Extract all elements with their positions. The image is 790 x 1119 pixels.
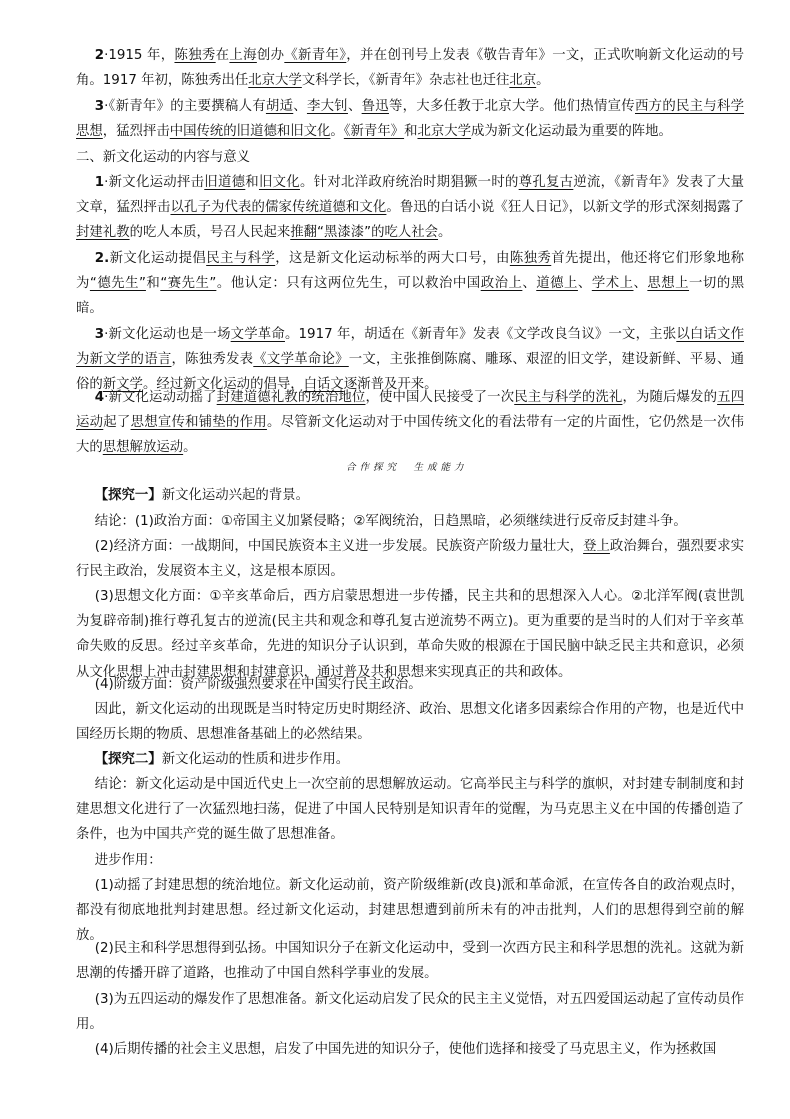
bold-text: 2.	[94, 251, 110, 266]
underlined-term: 以孔子为代表的儒家传统道德和文化	[170, 200, 387, 216]
text-run: 逆流，《新青年》发表了大量文章，猛烈抨击	[76, 175, 745, 216]
progress-2	[76, 936, 744, 986]
text-run: 和	[404, 124, 418, 140]
text-run: 一切的黑暗。	[76, 276, 745, 317]
text-run: 结论：新文化运动是中国近代史上一次空前的思想解放运动。它高举民主与科学的旗帜，对封建专制制度和封建思想文化进行了一次猛烈地扫荡，促进了中国人民特别是知识青年的觉醒，为马克思主义在中国的传播创造了条件，也为中国共产党的诞生做了思想准备。	[76, 777, 744, 843]
text-run: 首先提出，他还将它们形象地称为	[76, 251, 745, 292]
bold-text: 【探究二】	[94, 752, 162, 767]
text-run: 的吃人本质，号召人民起来	[129, 225, 291, 241]
text-run: 一文，主张推倒陈腐、雕琢、艰涩的旧文学，建设新鲜、平易、通俗的	[76, 352, 745, 393]
text-run: (1)动摇了封建思想的统治地位。新文化运动前，资产阶级维新(改良)派和革命派，在宣传各自的政治观点时，都没有彻底地批判封建思想。经过新文化运动，封建思想遭到前所未有的冲击批判，人们的思想得到空前的解放。	[76, 878, 744, 944]
text-run: 、	[522, 276, 537, 292]
paragraph-2	[76, 94, 744, 144]
text-run: (2)民主和科学思想得到弘扬。中国知识分子在新文化运动中，受到一次西方民主和科学思想的洗礼。这就为新思潮的传播开辟了道路，也推动了中国自然科学事业的发展。	[76, 941, 744, 982]
bold-text: 3	[94, 327, 105, 342]
text-run: ·1915 年，	[104, 48, 175, 63]
underlined-term: 陈独秀	[174, 48, 216, 63]
progress-4	[76, 1037, 744, 1062]
text-run: 进步作用：	[94, 853, 162, 868]
progress-3	[76, 987, 744, 1037]
text-run: 。	[536, 73, 550, 89]
underlined-term: 民主与科学	[206, 251, 276, 266]
underlined-term: 旧道德	[204, 175, 246, 190]
underlined-term: 鲁迅	[361, 99, 389, 114]
underlined-term: 李大钊	[306, 99, 348, 114]
underlined-term: 中国传统的旧道德和旧文化	[169, 124, 331, 140]
underlined-term: 五四运动	[76, 390, 745, 431]
text-run: 创办	[256, 48, 285, 63]
text-run: (2)经济方面：一战期间，中国民族资本主义进一步发展。民族资产阶级力量壮大，	[94, 539, 584, 554]
explore-1-heading	[76, 483, 744, 508]
text-run: 。针对北洋政府统治时期猖獗一时的	[299, 175, 519, 190]
paragraph-3	[76, 170, 744, 246]
text-run: 逐渐普及开来。	[343, 377, 438, 393]
text-run: (3)为五四运动的爆发作了思想准备。新文化运动启发了民众的民主主义觉悟，对五四爱国运动起了宣传动员作用。	[76, 992, 744, 1033]
text-run: 。经过新文化运动的倡导，	[142, 377, 304, 393]
paragraph-1	[76, 43, 744, 93]
progress-heading	[76, 848, 744, 873]
conclusion-2	[76, 534, 744, 584]
explore-2-heading	[76, 747, 744, 772]
text-run: ，猛烈抨击	[102, 124, 170, 140]
underlined-term: “赛先生”	[160, 276, 217, 292]
underlined-term: 推翻“黑漆漆”的吃人社会	[290, 225, 439, 241]
text-run: ·《新青年》的主要撰稿人有	[104, 99, 266, 114]
text-run: 新文化运动兴起的背景。	[161, 488, 309, 503]
text-run: ，使中国人民接受了一次	[365, 390, 515, 405]
underlined-term: 思想宣传和铺垫的作用	[130, 415, 267, 431]
underlined-term: 白话文	[303, 377, 344, 393]
bold-text: 1	[94, 175, 105, 190]
underlined-term: 文学革命	[230, 327, 285, 342]
text-run: 。	[438, 225, 452, 241]
bold-text: 4	[94, 390, 105, 405]
underlined-term: 陈独秀	[509, 251, 552, 266]
paragraph-6	[76, 385, 744, 461]
text-run: 。1917 年，胡适在《新青年》发表《文学改良刍议》一文，主张	[284, 327, 677, 342]
text-run: 政治舞台，强烈要求实行民主政治，发展资本主义，这是根本原因。	[76, 539, 745, 580]
underlined-term: 上海	[229, 48, 257, 63]
text-run: 起了	[103, 415, 131, 431]
conclusion-3	[76, 584, 744, 685]
section-heading-2	[76, 145, 250, 170]
text-run: ，这是新文化运动标举的两大口号，由	[275, 251, 510, 266]
text-run: 和	[245, 175, 259, 190]
underlined-term: 《文学革命论》	[253, 352, 349, 368]
underlined-term: 新文学	[102, 377, 143, 393]
underlined-term: 政治上	[480, 276, 523, 292]
text-run: 结论：(1)政治方面：①帝国主义加紧侵略；②军阀统治，日趋黑暗，必须继续进行反帝反封建斗争。	[94, 514, 687, 529]
text-run: 在	[215, 48, 230, 63]
text-run: ，并在创刊号上发表《敬告青年》一文，正式吹响新文化运动的号角。1917 年初，陈独秀出任	[76, 48, 745, 89]
underlined-term: 旧文化	[258, 175, 300, 190]
section-title: 合作探究 生成能力	[346, 462, 468, 473]
text-run: 。鲁迅的白话小说《狂人日记》，以新文学的形式深刻揭露了	[386, 200, 745, 216]
underlined-term: 封建礼教	[76, 225, 130, 241]
underlined-term: 尊孔复古	[518, 175, 574, 190]
text-run: 文科学长，《新青年》杂志社也迁往	[301, 73, 510, 89]
conclusion-nature	[76, 772, 744, 848]
underlined-term: “德先生”	[89, 276, 146, 292]
underlined-term: 胡适	[265, 99, 294, 114]
underlined-term: 以白话文作为新文学的语言	[76, 327, 745, 368]
text-run: 二、新文化运动的内容与意义	[76, 150, 251, 165]
underlined-term: 《新青年》	[343, 124, 405, 140]
text-run: ·新文化运动也是一场	[104, 327, 231, 342]
underlined-term: 北京	[509, 73, 537, 89]
text-run: 、	[347, 99, 362, 114]
text-run: 、	[293, 99, 307, 114]
underlined-term: 《新青年》	[284, 48, 347, 63]
underlined-term: 民主与科学的洗礼	[514, 390, 623, 405]
underlined-term: 学术上	[591, 276, 634, 292]
text-run: 、	[577, 276, 592, 292]
bold-text: 【探究一】	[94, 488, 162, 503]
text-run: (4)阶级方面：资产阶级强烈要求在中国实行民主政治。	[94, 677, 422, 692]
underlined-term: 登上	[583, 539, 610, 554]
text-run: 。	[183, 440, 197, 456]
underlined-term: 北京大学	[248, 73, 302, 89]
underlined-term: 封建道德礼教的统治地位	[216, 390, 366, 405]
underlined-term: 西方的民主与科学思想	[76, 99, 745, 140]
bold-text: 3	[94, 99, 105, 114]
underlined-term: 北京大学	[417, 124, 472, 140]
text-run: 成为新文化运动最为重要的阵地。	[471, 124, 672, 140]
summary-paragraph	[76, 697, 744, 747]
underlined-term: 思想上	[647, 276, 690, 292]
text-run: (4)后期传播的社会主义思想，启发了中国先进的知识分子，使他们选择和接受了马克思主义，作为拯救国	[94, 1042, 717, 1057]
text-run: 。尽管新文化运动对于中国传统文化的看法带有一定的片面性，它仍然是一次伟大的	[76, 415, 745, 456]
paragraph-4	[76, 246, 744, 322]
underlined-term: 道德上	[536, 276, 578, 292]
conclusion-4	[76, 672, 744, 697]
text-run: 因此，新文化运动的出现既是当时特定历史时期经济、政治、思想文化诸多因素综合作用的产物，也是近代中国经历长期的物质、思想准备基础上的必然结果。	[76, 702, 744, 743]
underlined-term: 思想解放运动	[102, 440, 184, 456]
text-run: 。	[330, 124, 344, 140]
conclusion-1	[76, 509, 744, 534]
text-run: 。他认定：只有这两位先生，可以救治中国	[216, 276, 481, 292]
text-run: 、	[633, 276, 648, 292]
text-run: ，陈独秀发表	[171, 352, 254, 368]
text-run: 等，大多任教于北京大学。他们热情宣传	[388, 99, 635, 114]
text-run: ·新文化运动抨击	[104, 175, 205, 190]
text-run: (3)思想文化方面：①辛亥革命后，西方启蒙思想进一步传播，民主共和的思想深入人心。②北洋军阀(袁世凯为复辟帝制)推行尊孔复古的逆流(民主共和观念和尊孔复古逆流势不两立)。更为重要的是当时的人们对于辛亥革命失败的反思。经过辛亥革命，先进的知识分子认识到，革命失败的根源在于国民脑中缺乏民主共和意识，必须从文化思想上冲击封建思想和封建意识，通过普及共和思想来实现真正的共和政体。	[76, 589, 744, 680]
bold-text: 2	[94, 48, 105, 63]
text-run: ，为随后爆发的	[622, 390, 718, 405]
text-run: 新文化运动的性质和进步作用。	[161, 752, 350, 767]
text-run: 和	[145, 276, 161, 292]
text-run: 新文化运动提倡	[109, 251, 207, 266]
text-run: ·新文化运动动摇了	[104, 390, 217, 405]
